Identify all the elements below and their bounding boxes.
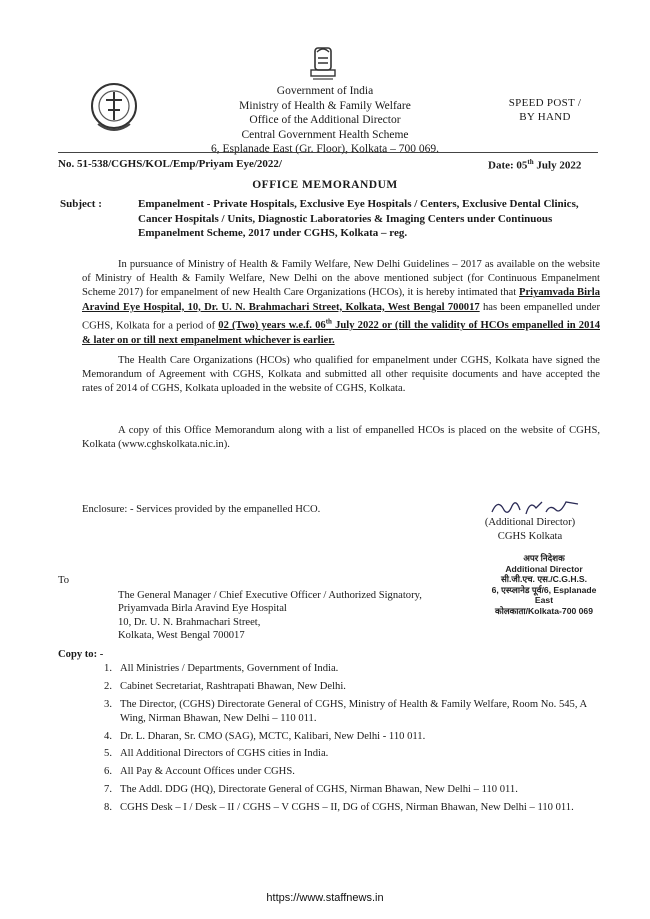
enclosure-note: Enclosure: - Services provided by the empanelled HCO. xyxy=(82,504,321,515)
list-item-number: 2. xyxy=(104,680,112,692)
header-divider xyxy=(58,152,598,153)
reference-number: No. 51-538/CGHS/KOL/Emp/Priyam Eye/2022/ xyxy=(58,158,282,170)
addressee-line: The General Manager / Chief Executive Officer / Authorized Signatory, xyxy=(118,590,422,601)
list-item-text: Cabinet Secretariat, Rashtrapati Bhawan, New Delhi. xyxy=(120,680,346,692)
validity-start: 02 (Two) years w.e.f. 06 xyxy=(218,320,326,332)
letterhead-line-office: Office of the Additional Director xyxy=(249,114,401,127)
list-item-text: Dr. L. Dharan, Sr. CMO (SAG), MCTC, Kalibari, New Delhi - 110 011. xyxy=(120,730,426,742)
signatory-office: CGHS Kolkata xyxy=(497,531,563,543)
stamp-line-cghs: सी.जी.एच. एस./C.G.H.S. xyxy=(500,574,588,585)
memo-date xyxy=(488,158,581,172)
national-emblem-icon xyxy=(303,44,343,82)
list-item-text: The Director, (CGHS) Directorate General of CGHS, Ministry of Health & Family Welfare, Room No. 545, A Wing, Nirman Bhawan, New Delhi – 110 011. xyxy=(120,698,587,724)
by-hand-label: BY HAND xyxy=(519,111,571,123)
letterhead-line-ministry: Ministry of Health & Family Welfare xyxy=(239,99,411,112)
para1-middle: has been empanelled under CGHS, Kolkata for a period of xyxy=(82,301,600,332)
list-item-number: 3. xyxy=(104,698,112,710)
list-item xyxy=(78,765,606,779)
page-title: OFFICE MEMORANDUM xyxy=(252,179,398,191)
copy-to-list xyxy=(78,662,606,819)
date-suffix: th xyxy=(527,158,534,166)
stamp-line-designation: Additional Director xyxy=(505,563,583,574)
list-item xyxy=(78,801,606,815)
paragraph-agreement xyxy=(82,354,600,397)
copy-to-label: Copy to: - xyxy=(58,649,104,660)
para3-text: A copy of this Office Memorandum along with a list of empanelled HCOs is placed on the website of CGHS, Kolkata (www.cghskolkata.nic.in). xyxy=(82,425,600,451)
list-item xyxy=(78,730,606,744)
list-item-number: 6. xyxy=(104,766,112,778)
list-item-number: 4. xyxy=(104,730,112,742)
subject-text: Empanelment - Private Hospitals, Exclusive Eye Hospitals / Centers, Exclusive Dental Clinics, Cancer Hospitals / Units, Diagnostic Laboratories & Imaging Centers under Continuous Empanelment Scheme, 2017 under CGHS, Kolkata – reg. xyxy=(138,198,579,239)
list-item xyxy=(78,662,606,676)
list-item-text: All Ministries / Departments, Government of India. xyxy=(120,663,339,674)
dispatch-mode xyxy=(490,96,600,124)
date-day: 05 xyxy=(516,159,528,172)
subject-block xyxy=(60,197,600,241)
letterhead-line-scheme: Central Government Health Scheme xyxy=(241,128,409,141)
paragraph-website xyxy=(82,424,600,452)
letterhead xyxy=(190,84,460,157)
letterhead-line-government: Government of India xyxy=(276,85,374,97)
hospital-name-address: Priyamvada Birla Aravind Eye Hospital, 10, Dr. U. N. Brahmachari Street, Kolkata, West Bengal 700017 xyxy=(82,287,601,313)
stamp-line-address: 6, एस्प्लानेड पूर्व/6, Esplanade East xyxy=(491,584,597,606)
speed-post-label: SPEED POST / xyxy=(508,97,582,109)
list-item-number: 1. xyxy=(104,663,112,674)
footer-url: https://www.staffnews.in xyxy=(266,892,384,904)
official-stamp xyxy=(484,553,604,617)
addressee-line: Kolkata, West Bengal 700017 xyxy=(118,630,245,642)
list-item-text: CGHS Desk – I / Desk – II / CGHS – V CGHS – II, DG of CGHS, Nirman Bhawan, New Delhi – 110 011. xyxy=(120,801,574,813)
letterhead-line-address: 6, Esplanade East (Gr. Floor), Kolkata – 700 069. xyxy=(210,143,440,156)
list-item-text: The Addl. DDG (HQ), Directorate General of CGHS, Nirman Bhawan, New Delhi – 110 011. xyxy=(120,783,518,795)
addressee-line: 10, Dr. U. N. Brahmachari Street, xyxy=(118,616,261,628)
validity-suffix: th xyxy=(325,317,332,326)
stamp-line-hindi: अपर निदेशक xyxy=(523,553,565,563)
subject-label: Subject : xyxy=(60,198,102,210)
validity-end: July 2022 or (till the validity of HCOs empanelled in 2014 & later on or till next empanelment whichever is earlier. xyxy=(82,320,600,346)
list-item xyxy=(78,747,606,761)
para2-text: The Health Care Organizations (HCOs) who qualified for empanelment under CGHS, Kolkata have signed the Memorandum of Agreement with CGHS, Kolkata and submitted all other requisite documents and have accepted the rates of 2014 of CGHS, Kolkata uploaded in the website of CGHS, Kolkata. xyxy=(82,355,600,395)
cghs-logo-icon xyxy=(88,80,140,138)
stamp-line-city: कोलकाता/Kolkata-700 069 xyxy=(495,605,593,616)
signatory-designation: (Additional Director) xyxy=(484,517,576,528)
list-item-text: All Pay & Account Offices under CGHS. xyxy=(120,766,295,778)
list-item-text: All Additional Directors of CGHS cities in India. xyxy=(120,748,329,760)
date-rest: July 2022 xyxy=(533,159,582,172)
list-item xyxy=(78,698,606,726)
addressee-block xyxy=(118,589,422,643)
date-label: Date: xyxy=(488,159,517,172)
list-item-number: 8. xyxy=(104,801,112,813)
to-label: To xyxy=(58,575,70,586)
list-item xyxy=(78,680,606,694)
list-item xyxy=(78,783,606,797)
addressee-line: Priyamvada Birla Aravind Eye Hospital xyxy=(118,603,287,615)
list-item-number: 5. xyxy=(104,748,112,760)
para1-intro: In pursuance of Ministry of Health & Family Welfare, New Delhi Guidelines – 2017 as available on the website of Ministry of Health & Family Welfare, New Delhi on the above mentioned subject (for Continuous Empanelment Scheme 2017) for empanelment of new Health Care Organizations (HCOs), it is hereby intimated that xyxy=(82,259,600,299)
list-item-number: 7. xyxy=(104,783,112,795)
paragraph-empanelment xyxy=(82,258,600,348)
signatory-block xyxy=(460,516,600,545)
